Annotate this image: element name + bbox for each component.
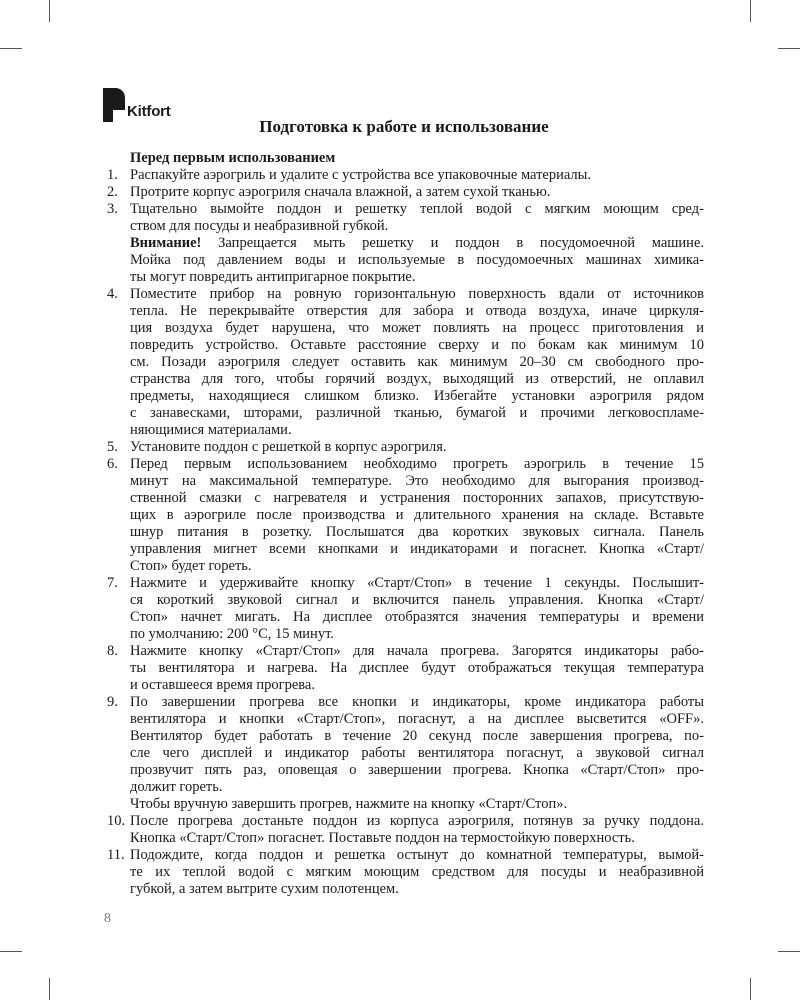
item-line: Стоп» начнет мигать. На дисплее отобразятся значения температуры и времени [130,609,704,625]
steps-list-2 [107,286,704,796]
item-line: Поместите прибор на ровную горизонтальную поверхность вдали от источников [130,286,704,302]
item-line: Установите поддон с решеткой в корпус аэрогриля. [130,439,447,455]
list-item [107,184,704,201]
manual-stop-note: Чтобы вручную завершить прогрев, нажмите на кнопку «Старт/Стоп». [130,796,568,812]
item-line: вентилятора и кнопки «Старт/Стоп», погаснут, а на дисплее высветится «OFF». [130,711,704,727]
item-number: 3. [107,201,118,217]
item-line: те их теплой водой с мягким моющим средством для посуды и неабразивной [130,864,704,880]
item-line: Распакуйте аэрогриль и удалите с устройства все упаковочные материалы. [130,167,592,183]
item-line: см. Позади аэрогриля следует оставить как минимум 20–30 см свободного про- [130,354,704,370]
item-line: ством для посуды и неабразивной губкой. [130,218,389,234]
item-number: 1. [107,167,118,183]
item-line: Нажмите кнопку «Старт/Стоп» для начала прогрева. Загорятся индикаторы рабо- [130,643,704,659]
item-number: 4. [107,286,118,302]
item-line: и оставшееся время прогрева. [130,677,315,693]
item-number: 8. [107,643,118,659]
item-line: Подождите, когда поддон и решетка остынут до комнатной температуры, вымой- [130,847,704,863]
item-line: с занавесками, шторами, различной тканью, бумагой и прочими легковоспламе- [130,405,704,421]
item-line: ция воздуха будет нарушена, что может повлиять на процесс приготовления и [130,320,704,336]
item-line: тепла. Не перекрывайте отверстия для забора и отвода воздуха, иначе циркуля- [130,303,704,319]
item-number: 6. [107,456,118,472]
item-line: Вентилятор будет работать в течение 20 секунд после завершения прогрева, по- [130,728,704,744]
crop-mark-top-right-v [750,0,751,22]
item-number: 2. [107,184,118,200]
item-line: По завершении прогрева все кнопки и индикаторы, кроме индикатора работы [130,694,704,710]
page-title: Подготовка к работе и использование [259,117,549,136]
list-item [107,694,704,796]
list-item [107,847,704,898]
item-line: Тщательно вымойте поддон и решетку теплой водой с мягким моющим сред- [130,201,704,217]
item-line: Протрите корпус аэрогриля сначала влажной, а затем сухой тканью. [130,184,551,200]
item-line: странства для того, чтобы горячий воздух, выходящий из отверстий, не оплавил [130,371,704,387]
item-line: Нажмите и удерживайте кнопку «Старт/Стоп» в течение 1 секунды. Послышит- [130,575,704,591]
steps-list-1 [107,167,704,235]
warning-label: Внимание! [130,235,202,251]
list-item [107,813,704,847]
item-line: сле чего дисплей и индикатор работы вентилятора погаснут, а звуковой сигнал [130,745,704,761]
warning-block [107,235,704,286]
list-item [107,643,704,694]
warning-line: Мойка под давлением воды и используемые в посудомоечных машинах химика- [130,252,704,268]
item-number: 11. [107,847,125,863]
item-number: 7. [107,575,118,591]
instructions [107,150,704,898]
item-line: Стоп» будет гореть. [130,558,252,574]
page-number: 8 [104,911,111,926]
crop-mark-bottom-right-h [778,951,800,952]
item-line: ственной смазки с нагревателя и устранения посторонних запахов, присутствую- [130,490,704,506]
list-item [107,167,704,184]
list-item [107,201,704,235]
list-item [107,286,704,439]
warning-line: ты могут повредить антипригарное покрытие. [130,269,416,285]
item-number: 5. [107,439,118,455]
item-line: щих в аэрогриле после производства и длительного хранения на складе. Вставьте [130,507,704,523]
item-line: предметы, находящиеся слишком близко. Избегайте установки аэрогриля рядом [130,388,704,404]
item-line: ся короткий звуковой сигнал и включится панель управления. Кнопка «Старт/ [130,592,704,608]
item-line: После прогрева достаньте поддон из корпуса аэрогриля, потянув за ручку поддона. [130,813,704,829]
list-item [107,575,704,643]
item-line: должит гореть. [130,779,223,795]
item-line: Перед первым использованием необходимо прогреть аэрогриль в течение 15 [130,456,704,472]
crop-mark-top-right-h [778,48,800,49]
item-line: ты вентилятора и нагрева. На дисплее будут отображаться текущая температура [130,660,704,676]
item-line: няющимися материалами. [130,422,292,438]
list-item [107,439,704,456]
crop-mark-bottom-left-v [49,978,50,1000]
item-number: 10. [107,813,126,829]
list-item [107,456,704,575]
crop-mark-top-left-v [49,0,50,22]
item-line: по умолчанию: 200 °С, 15 минут. [130,626,334,642]
item-number: 9. [107,694,118,710]
subheading: Перед первым использованием [130,150,336,166]
crop-mark-bottom-left-h [0,951,22,952]
item-line: губкой, а затем вытрите сухим полотенцем. [130,881,399,897]
item-line: повредить устройство. Оставьте расстояние сверху и по бокам как минимум 10 [130,337,704,353]
steps-list-3 [107,813,704,898]
item-line: минут на максимальной температуре. Это необходимо для выгорания производ- [130,473,704,489]
item-line: шнур питания в розетку. Послышатся два коротких звуковых сигнала. Панель [130,524,704,540]
item-line: прозвучит пять раз, оповещая о завершении прогрева. Кнопка «Старт/Стоп» про- [130,762,704,778]
crop-mark-top-left-h [0,48,22,49]
item-line: управления мигнет всеми кнопками и индикаторами и погаснет. Кнопка «Старт/ [130,541,704,557]
crop-mark-bottom-right-v [750,978,751,1000]
brand-name: Kitfort [127,103,171,120]
item-line: Кнопка «Старт/Стоп» погаснет. Поставьте поддон на термостойкую поверхность. [130,830,635,846]
warning-text: Запрещается мыть решетку и поддон в посудомоечной машине. [218,235,704,251]
